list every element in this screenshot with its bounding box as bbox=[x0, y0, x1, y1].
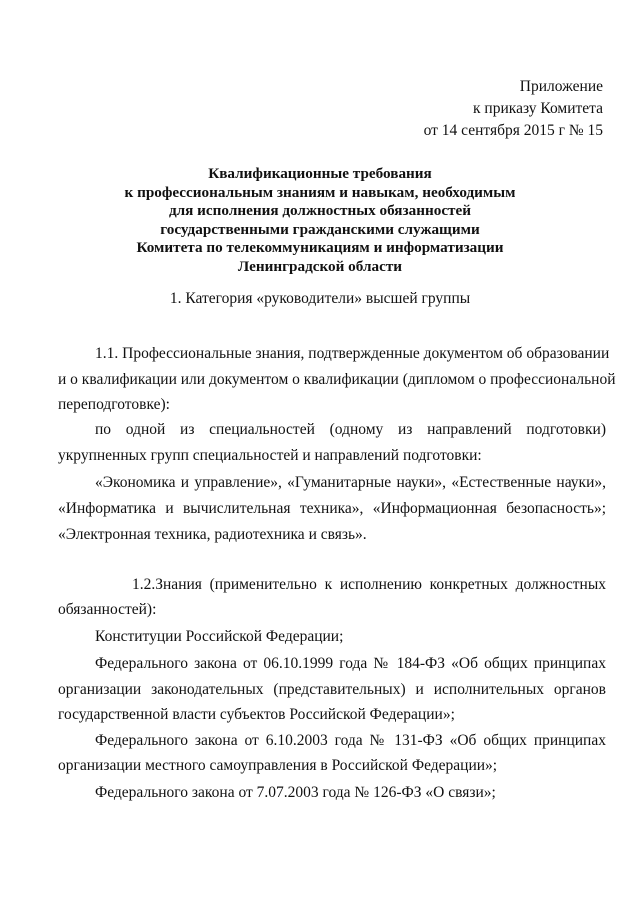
title-line: для исполнения должностных обязанностей bbox=[168, 202, 472, 220]
title-line: Комитета по телекоммуникациям и информатизации bbox=[136, 239, 504, 257]
appendix-line-2: к приказу Комитета bbox=[473, 100, 603, 117]
section-1-2-line: Конституции Российской Федерации; bbox=[95, 628, 344, 645]
title-line: Квалификационные требования bbox=[208, 165, 432, 182]
appendix-line-1: Приложение bbox=[519, 78, 603, 95]
section-1-1-line: «Экономика и управление», «Гуманитарные науки», «Естественные науки», bbox=[95, 474, 606, 491]
section-1-2-line: государственной власти субъектов Российской Федерации»; bbox=[58, 706, 455, 723]
section-1-2-line: организации законодательных (представительных) и исполнительных органов bbox=[58, 681, 606, 698]
section-1-1-line: переподготовке): bbox=[58, 396, 170, 413]
section-1-1-line: «Электронная техника, радиотехника и связь». bbox=[58, 526, 367, 543]
section-1-1-line: 1.1. Профессиональные знания, подтвержденные документом об образовании bbox=[95, 345, 610, 362]
section-1-1-line: и о квалификации или документом о квалификации (дипломом о профессиональной bbox=[58, 371, 616, 388]
section-1-2-line: Федерального закона от 7.07.2003 года № 126-ФЗ «О связи»; bbox=[95, 784, 496, 801]
appendix-header bbox=[424, 76, 603, 142]
title-line: к профессиональным знаниям и навыкам, необходимым bbox=[124, 183, 516, 201]
section-1-2-line: организации местного самоуправления в Российской Федерации»; bbox=[58, 757, 498, 774]
section-1-1-line: по одной из специальностей (одному из направлений подготовки) bbox=[95, 421, 606, 438]
title-line: государственными гражданскими служащими bbox=[160, 220, 480, 238]
category-heading: 1. Категория «руководители» высшей группы bbox=[169, 290, 471, 307]
section-1-1-line: «Информатика и вычислительная техника», «Информационная безопасность»; bbox=[58, 500, 606, 517]
section-1-2-line: Федерального закона от 06.10.1999 года № 184-ФЗ «Об общих принципах bbox=[95, 655, 606, 672]
section-1-2-line: 1.2.Знания (применительно к исполнению конкретных должностных bbox=[132, 576, 606, 593]
section-1-2-line: обязанностей): bbox=[58, 601, 157, 618]
document-title bbox=[0, 165, 640, 277]
section-1-1-line: укрупненных групп специальностей и направлений подготовки: bbox=[58, 447, 482, 464]
appendix-line-3: от 14 сентября 2015 г № 15 bbox=[423, 122, 603, 139]
section-1-2-line: Федерального закона от 6.10.2003 года № 131-ФЗ «Об общих принципах bbox=[95, 732, 606, 749]
title-line: Ленинградской области bbox=[237, 257, 403, 275]
